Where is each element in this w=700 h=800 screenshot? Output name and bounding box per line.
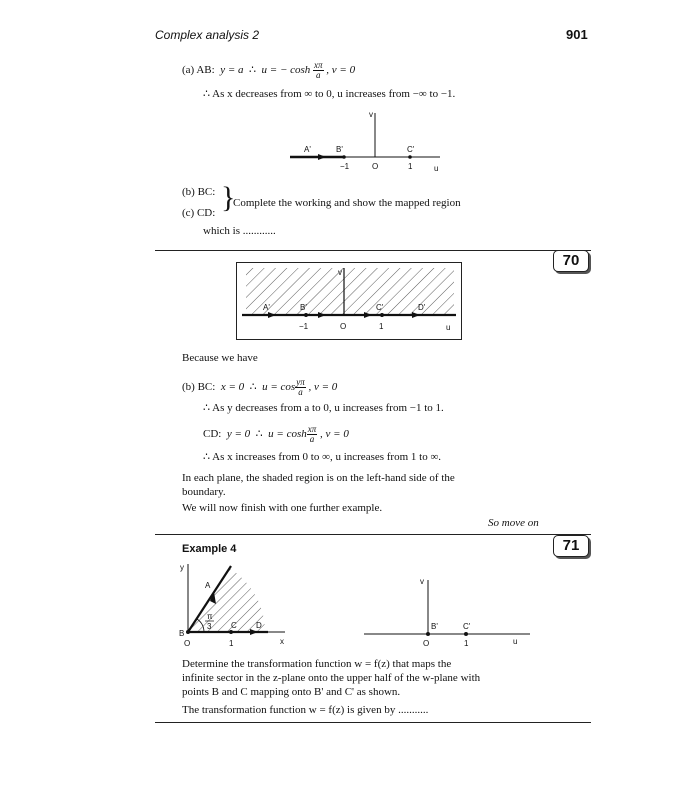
cd-conclusion: ∴ As x increases from 0 to ∞, u increases from 1 to ∞.	[203, 451, 442, 463]
bc-eq1: x = 0	[220, 381, 245, 394]
u-axis-label: u	[446, 323, 451, 332]
therefore-symbol: ∴	[249, 64, 257, 77]
fraction	[307, 425, 318, 444]
point-label-c: C'	[376, 303, 384, 312]
cd-eq2: u = cosh	[268, 428, 307, 441]
fraction-numerator: xπ	[314, 60, 323, 70]
point-b	[186, 630, 190, 634]
v-axis-label: v	[338, 268, 342, 277]
frame-divider	[155, 250, 591, 251]
bc-eq3: , v = 0	[308, 381, 338, 394]
angle-denominator: 3	[207, 622, 212, 631]
point-label-d: D	[256, 621, 262, 630]
w-plane-diagram	[360, 572, 535, 652]
fraction-denominator: a	[316, 70, 321, 80]
bc-label: (b) BC:	[182, 381, 216, 394]
point-c-prime	[408, 155, 412, 159]
point-label-b-prime: B'	[431, 622, 438, 631]
cd-equation-line	[203, 425, 349, 444]
u-axis-label: u	[513, 637, 518, 646]
point-label-c: C	[231, 621, 237, 630]
x-axis-label: x	[280, 637, 284, 646]
part-bc-instruction: Complete the working and show the mapped region	[233, 197, 461, 209]
therefore-symbol: ∴	[255, 428, 263, 441]
example-title: Example 4	[182, 543, 237, 555]
point-label-a: A	[205, 581, 211, 590]
bc-equation-line	[182, 378, 337, 397]
tick-label-origin: O	[184, 639, 191, 648]
question-line: infinite sector in the z-plane onto the upper half of the w-plane with	[182, 672, 481, 684]
point-c	[229, 630, 233, 634]
fraction-denominator: a	[309, 434, 315, 444]
right-brace: }	[221, 181, 236, 214]
bc-conclusion: ∴ As y decreases from a to 0, u increases from −1 to 1.	[203, 402, 444, 414]
point-c-prime	[380, 313, 384, 317]
fraction-denominator: a	[298, 387, 303, 397]
diagram-a-w-plane	[280, 105, 450, 180]
point-label-c-prime: C'	[463, 622, 471, 631]
tick-label-one: 1	[229, 639, 234, 648]
point-b-prime	[304, 313, 308, 317]
y-axis-label: y	[180, 563, 184, 572]
running-header-title: Complex analysis 2	[155, 28, 260, 42]
part-a-label: (a) AB:	[182, 64, 215, 77]
tick-label-one: 1	[408, 162, 413, 171]
because-text: Because we have	[182, 352, 258, 364]
cd-label: CD:	[203, 428, 222, 441]
v-axis-label: v	[369, 110, 373, 119]
tick-label-minus-one: −1	[340, 162, 350, 171]
tick-label-origin: O	[423, 639, 430, 648]
v-axis-label: v	[420, 577, 424, 586]
fraction-numerator: xπ	[307, 424, 317, 434]
part-bc-which-is: which is ............	[203, 225, 276, 237]
direction-arrow	[318, 154, 326, 160]
tick-label-one: 1	[464, 639, 469, 648]
point-label-a: A'	[263, 303, 270, 312]
cd-eq1: y = 0	[226, 428, 251, 441]
point-label-d: D'	[418, 303, 426, 312]
z-plane-sector-diagram	[170, 560, 295, 652]
frame-divider	[155, 534, 591, 535]
tick-label-origin: O	[372, 162, 379, 171]
question-line: points B and C mapping onto B' and C' as shown.	[182, 686, 401, 698]
tick-label-minus-one: −1	[299, 322, 309, 331]
point-b-prime	[426, 632, 430, 636]
answer-prompt: The transformation function w = f(z) is given by ...........	[182, 704, 429, 716]
part-a-line2: ∴ As x decreases from ∞ to 0, u increases from −∞ to −1.	[203, 88, 456, 100]
tick-label-origin: O	[340, 322, 347, 331]
point-label-b: B'	[300, 303, 307, 312]
page-number: 901	[566, 27, 588, 42]
part-a-line1	[182, 61, 355, 80]
part-a-eq3: , v = 0	[326, 64, 356, 77]
fraction-numerator: yπ	[296, 377, 305, 387]
bc-eq2: u = cos	[262, 381, 296, 394]
question-line: Determine the transformation function w = f(z) that maps the	[182, 658, 452, 670]
u-axis-label: u	[434, 164, 439, 173]
fraction	[295, 378, 306, 397]
point-label-b: B'	[336, 145, 343, 154]
move-on-text: So move on	[488, 517, 539, 529]
frame-divider	[155, 722, 591, 723]
part-c-label: (c) CD:	[182, 207, 216, 219]
paragraph-line: In each plane, the shaded region is on the left-hand side of the	[182, 472, 455, 484]
point-c-prime	[464, 632, 468, 636]
point-label-b: B	[179, 629, 185, 638]
tick-label-one: 1	[379, 322, 384, 331]
cd-eq3: , v = 0	[320, 428, 349, 441]
frame-number-70: 70	[553, 250, 589, 272]
part-a-eq1: y = a	[220, 64, 244, 77]
therefore-symbol: ∴	[249, 381, 257, 394]
fraction	[313, 61, 324, 80]
paragraph-line: boundary.	[182, 486, 226, 498]
paragraph-line: We will now finish with one further example.	[182, 502, 383, 514]
point-label-a: A'	[304, 145, 311, 154]
point-b-prime	[342, 155, 346, 159]
frame70-w-plane-diagram	[236, 262, 462, 340]
part-a-eq2: u = − cosh	[261, 64, 311, 77]
angle-numerator: π	[207, 612, 213, 621]
frame-number-71: 71	[553, 535, 589, 557]
part-b-label: (b) BC:	[182, 186, 216, 198]
point-label-c: C'	[407, 145, 415, 154]
